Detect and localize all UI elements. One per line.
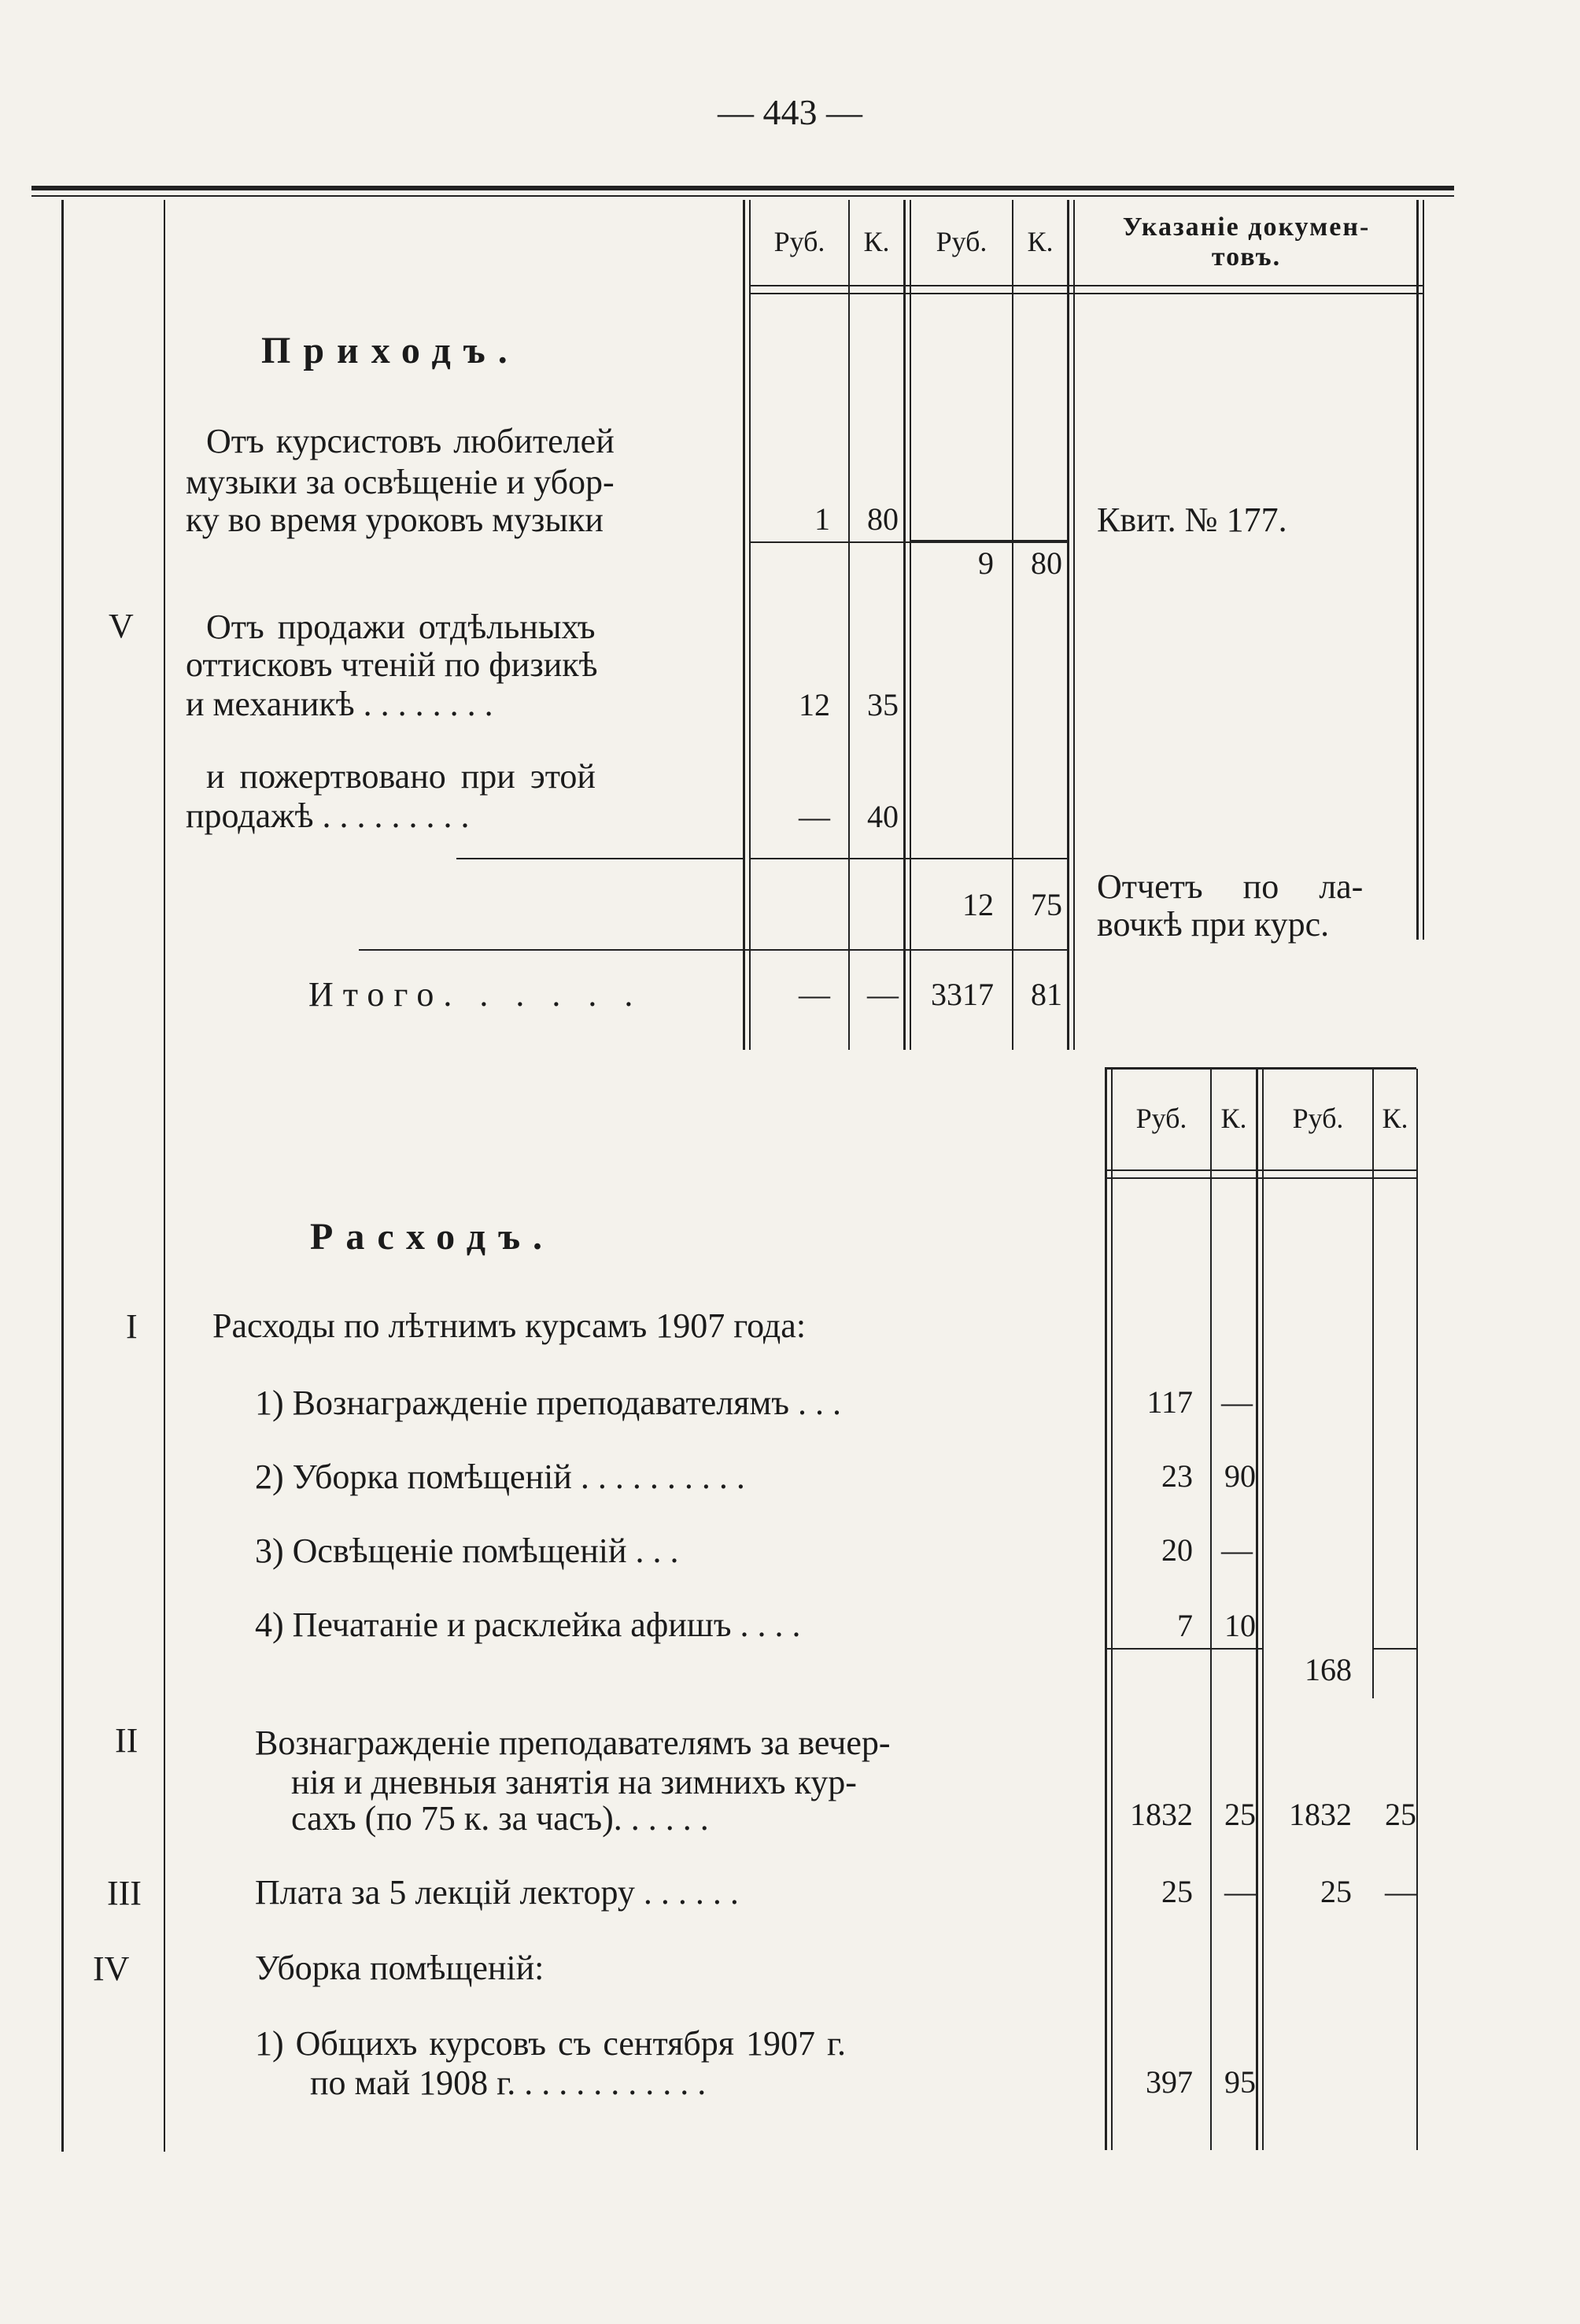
income-item1-rub: 1 [814,501,830,537]
income-item3-doc: Отчетъ по ла- [1097,867,1364,906]
income-col-line [1423,200,1424,940]
expense-header-rule [1105,1067,1416,1070]
income-item2-line: Отъ продажи отдѣльныхъ [206,608,596,646]
expense-item-rub: 20 [1161,1532,1193,1568]
income-col-line [910,200,911,1050]
expense-section2-kop: 25 [1224,1797,1256,1832]
expense-section3-label: Плата за 5 лекцій лектору . . . . . . [255,1873,739,1912]
page-number: — 443 — [718,92,862,132]
header-document: Указаніе докумен- товъ. [1122,212,1371,272]
expense-section4-kop: 95 [1224,2064,1256,2100]
expense-section3-kop: — [1224,1874,1256,1909]
expense-section2-line: нія и дневныя занятія на зимнихъ кур- [291,1763,857,1801]
expense-item-rub: 7 [1177,1608,1193,1643]
expense-col-line [1256,1069,1258,2150]
expense-item-kop: — [1221,1384,1253,1420]
expense-section1-total-rub: 168 [1305,1652,1352,1687]
income-col-line [1067,200,1069,1050]
expense-item-kop: 90 [1224,1458,1256,1494]
top-rule [31,186,1454,190]
header-kop: К. [1220,1103,1247,1134]
expense-col-line [1416,1069,1418,2150]
income-col-line [743,200,745,1050]
header-rub: Руб. [773,226,825,257]
expense-section4-item-line: по май 1908 г. . . . . . . . . . . . [310,2064,707,2102]
income-total-rub: — [799,977,830,1012]
header-rub: Руб. [936,226,988,257]
expense-section4-rub: 397 [1146,2064,1193,2100]
expense-item-kop: 10 [1224,1608,1256,1643]
income-item2-line: и механикѣ . . . . . . . . [186,685,493,723]
header-rub: Руб. [1292,1103,1344,1134]
expense-header-rule [1105,1169,1416,1171]
expense-section3-total-kop: — [1385,1874,1416,1909]
expense-section3-rub: 25 [1161,1874,1193,1909]
income-heading: Приходъ. [261,330,520,371]
subtotal-rule [1372,1648,1416,1650]
income-item3-total-kop: 75 [1031,887,1062,922]
expense-section4-item-line: 1) Общихъ курсовъ съ сентября 1907 г. [255,2024,847,2063]
expense-section3-roman: III [107,1874,142,1912]
expense-section1-roman: I [126,1307,138,1346]
income-item2-kop: 35 [867,687,899,722]
income-header-rule [749,285,1423,286]
income-col-line [1073,200,1075,1050]
income-item1-doc: Квит. № 177. [1097,501,1287,539]
subtotal-rule [1105,1648,1262,1650]
income-item3-line: и пожертвовано при этой [206,757,596,796]
expense-section2-roman: II [115,1721,138,1760]
income-item3-total-rub: 12 [962,887,994,922]
income-item1-line: ку во время уроковъ музыки [186,501,604,539]
income-total-rub-grand: 3317 [931,977,994,1012]
income-item3-rub: — [799,799,830,834]
header-kop: К. [1382,1103,1408,1134]
income-item1-total-rub: 9 [978,545,994,581]
income-item2-line: оттисковъ чтеній по физикѣ [186,645,598,684]
expense-header-rule [1105,1177,1416,1179]
income-total-kop-grand: 81 [1031,977,1062,1012]
expense-item-label: 1) Вознагражденіе преподавателямъ . . . [255,1384,842,1422]
expense-item-rub: 117 [1146,1384,1193,1420]
top-rule-inner [31,195,1454,197]
expense-section1-title: Расходы по лѣтнимъ курсамъ 1907 года: [212,1306,807,1345]
income-header-rule [749,293,1423,294]
expense-item-kop: — [1221,1532,1253,1568]
expense-col-line [1105,1069,1107,2150]
expense-section4-roman: IV [93,1949,130,1988]
expense-col-line [1262,1069,1264,2150]
header-kop: К. [1027,226,1054,257]
margin-line-outer [61,200,64,2152]
margin-line-inner [164,200,165,2152]
expense-item-rub: 23 [1161,1458,1193,1494]
income-item1-line: Отъ курсистовъ любителей [206,422,615,460]
income-col-line [848,200,850,1050]
expense-item-label: 3) Освѣщеніе помѣщеній . . . [255,1531,679,1570]
income-item1-kop: 80 [867,501,899,537]
income-item1-total-kop: 80 [1031,545,1062,581]
expense-section2-total-kop: 25 [1385,1797,1416,1832]
expense-section3-total-rub: 25 [1320,1874,1352,1909]
subtotal-rule [456,858,743,859]
expense-section2-total-rub: 1832 [1289,1797,1352,1832]
income-total-kop: — [867,977,899,1012]
income-col-line [749,200,751,1050]
income-item2-rub: 12 [799,687,830,722]
expense-section2-line: сахъ (по 75 к. за часъ). . . . . . [291,1799,709,1838]
header-kop: К. [863,226,890,257]
header-rub: Руб. [1135,1103,1187,1134]
income-col-line [1416,200,1419,940]
expense-item-label: 2) Уборка помѣщеній . . . . . . . . . . [255,1458,745,1496]
subtotal-rule [910,540,1067,542]
income-col-line [903,200,906,1050]
income-item3-kop: 40 [867,799,899,834]
expense-section4-title: Уборка помѣщеній: [255,1949,545,1987]
subtotal-rule [749,858,1067,859]
income-item1-line: музыки за освѣщеніе и убор- [186,463,615,501]
expense-heading: Расходъ. [310,1216,556,1258]
total-rule [359,949,1067,951]
expense-col-line [1372,1069,1374,1698]
income-item2-roman: V [109,607,134,645]
expense-header-rule [1377,1067,1416,1070]
income-item3-doc: вочкѣ при курс. [1097,905,1330,944]
expense-section2-line: Вознагражденіе преподавателямъ за вечер- [255,1724,891,1762]
expense-item-label: 4) Печатаніе и расклейка афишъ . . . . [255,1605,801,1644]
income-item3-line: продажѣ . . . . . . . . . [186,796,470,835]
income-total-label: Итого. . . . . . [308,975,643,1014]
expense-section2-rub: 1832 [1130,1797,1193,1832]
